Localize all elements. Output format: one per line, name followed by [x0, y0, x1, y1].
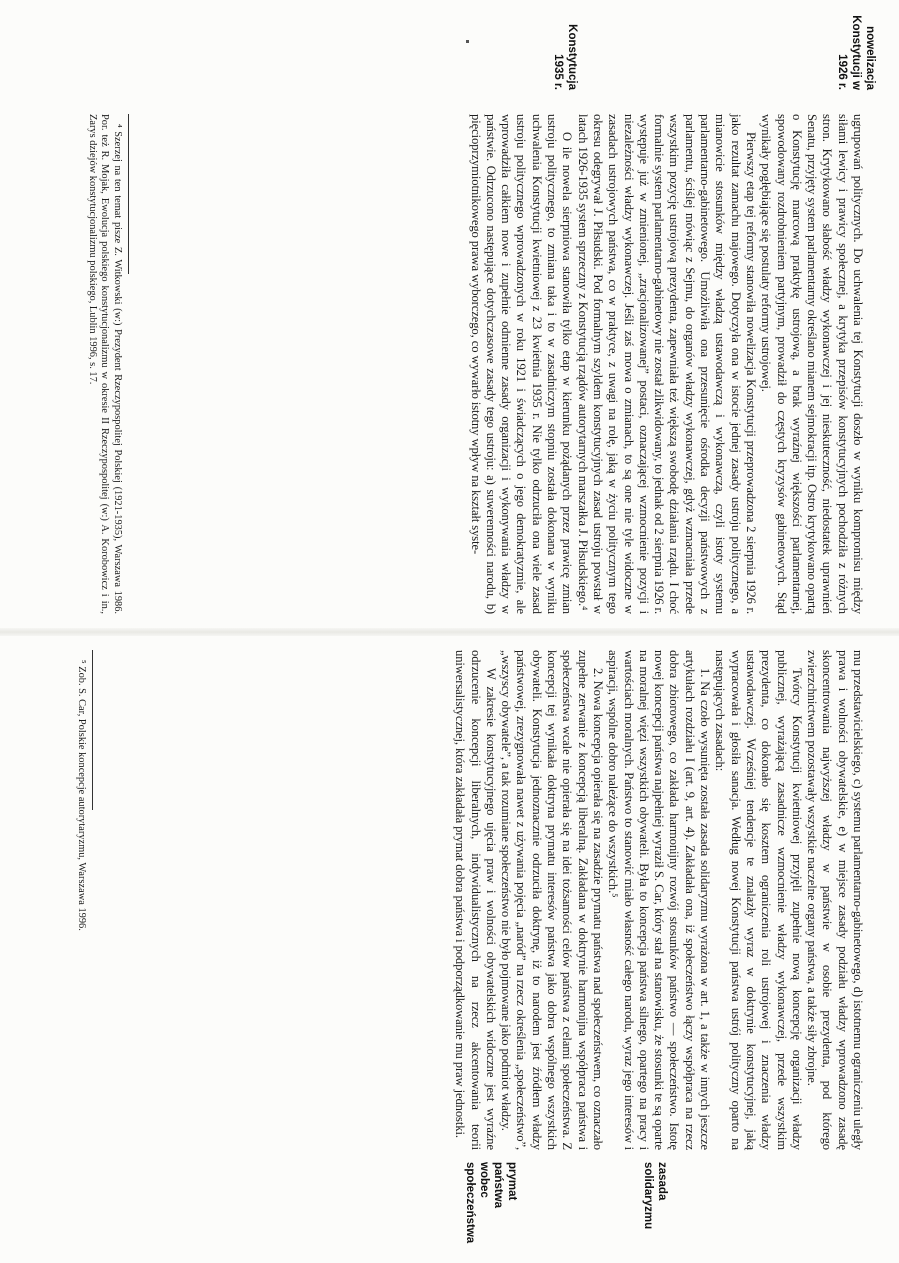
margin-note-zasada: zasada solidaryzmu [642, 1162, 668, 1230]
left-footnotes [85, 114, 123, 614]
paragraph: 1. Na czoło wysunięta została zasada solidaryzmu wyrażona w art. 1, a także w innych jeszcze artykułach rozdziału I (art. 9, art. 4). Zakładała ona, iż społeczeństwo łączy współpraca na rzecz dobra zbiorowego, co zakłada harmonijny rozwój stosunków państwo — społeczeństwo. Istotę nowej koncepcji państwa najpełniej wyraził S. Car, który stał na stanowisku, że stosunki te są oparte na moralnej więzi wszystkich obywateli. Była to koncepcja państwa silnego, opartego na pracy i wartościach moralnych. Państwo to stanowić miało własność całego narodu, wyraz jego interesów i aspiracji, wspólne dobro należące do wszystkich.⁵ [606, 650, 713, 1150]
right-footnotes [74, 650, 87, 1150]
right-body-text [452, 650, 865, 1150]
paragraph: W zakresie konstytucyjnego ujęcia praw i wolności obywatelskich widoczne jest wyraźne odrzucenie koncepcji liberalnych, indywidualistycznych na rzecz akcentowania teorii uniwersalistycznej, która zakładała prymat dobra państwa i podporządkowanie mu praw jednostki. [453, 650, 498, 1150]
paragraph: 2. Nowa koncepcja opierała się na zasadzie prymatu państwa nad społeczeństwem, co oznaczało zupełne zerwanie z koncepcją liberalną. Zakładana w doktrynie harmonijna współpraca państwa i społeczeństwa wcale nie opierała się na idei tożsamości celów państwa z celami społeczeństwa. Z koncepcji tej wynikała doktryna prymatu interesów państwa jako dobra wspólnego wszystkich obywateli. Konstytucja jednoznacznie odrzuciła doktrynę, iż to narodem jest źródłem władzy państwowej, zrezygnowała nawet z używania pojęcia „naród” na rzecz określenia „społeczeństwo”, „wszyscy obywatele”, a tak rozumiane społeczeństwo nie było pojmowane jako podmiot władzy. [499, 650, 605, 1150]
right-page [0, 632, 899, 1263]
margin-note-konstytucja: Konstytucja 1935 r. [552, 24, 578, 90]
margin-note-prymat: prymat państwa wobec społeczeństwa [464, 1162, 518, 1244]
footnote-rule [92, 650, 93, 810]
left-page [0, 0, 899, 631]
footnote: ⁴ Szerzej na ten temat pisze Z. Witkowski (w:) Prezydent Rzeczypospolitej Polskiej (1921-1935), Warszawa 1986. Por. też R. Mojak, Ewolucja polskiego konstytucjonalizmu w okresie II Rzeczypospolitej (w:) A. Korobowicz i in., Zarys dziejów konstytucjonalizmu polskiego, Lublin 1996, s. 17. [86, 114, 123, 614]
footnote: ⁵ Zob. S. Car, Polskie koncepcje autorytaryzmu, Warszawa 1996. [76, 660, 87, 931]
margin-note-nowelizacja: nowelizacja Konstytucji w 1926 r. [836, 15, 876, 90]
left-body-text [467, 114, 865, 614]
paragraph: Pierwszy etap tej reformy stanowiła nowelizacja Konstytucji przeprowadzona 2 sierpnia 1926 r. jako rezultat zamachu majowego. Dotyczyła ona w istocie jednej zasady ustroju politycznego, a mianowicie stosunków między władzą ustawodawczą i wykonawczą, czyli istoty systemu parlamentarno-gabinetowego. Umożliwiła ona przesunięcie ośrodka decyzji państwowych z parlamentu, ściślej mówiąc z Sejmu, do organów władzy wykonawczej, gdyż wzmacniała przede wszystkim pozycję ustrojową prezydenta, zapewniała też większą swobodę działania rządu. I choć formalnie system parlamentarno-gabinetowy nie został zlikwidowany, to jednak od 2 sierpnia 1926 r. występuje już w zmienionej, „zracjonalizowanej” postaci, oznaczającej wzmocnienie pozycji i niezależności władzy wykonawczej. Jeśli zaś mowa o zmianach, to są one nie tyle widoczne w zasadach ustrojowych państwa, co w praktyce, z uwagi na rolę, jaką w życiu politycznym tego okresu odegrywał J. Piłsudski. Pod formalnym szyldem konstytucyjnych zasad ustroju powstał w latach 1926-1935 system sprzeczny z Konstytucją rządów autorytarnych marszałka J. Piłsudskiego.⁴ [575, 114, 758, 614]
footnote-rule [128, 114, 129, 274]
scan-speck [466, 40, 469, 43]
paragraph: O ile nowela sierpniowa stanowiła tylko etap w kierunku pożądanych przez prawicę zmian ustroju politycznego, to zmiana taka i to w zasadniczym stopniu została dokonana w wyniku uchwalenia Konstytucji kwietniowej z 23 kwietnia 1935 r. Nie tylko odrzuciła ona wiele zasad ustroju politycznego wprowadzonych w roku 1921 i świadczących o jego demokratyzmie, ale wprowadziła całkiem nowe i zupełnie odmienne zasady organizacji i wykonywania władzy w państwie. Odrzucono następujące dotychczasowe zasady tego ustroju: a) suwerenności narodu, b) pięcioprzymiotnikowego prawa wyborczego, co wywarło istotny wpływ na kształt syste- [468, 114, 575, 614]
paragraph: Twórcy Konstytucji kwietniowej przyjęli zupełnie nową koncepcję organizacji władzy publicznej, wyrażającą zasadnicze wzmocnienie władzy wykonawczej, przede wszystkim prezydenta, co dokonało się kosztem ograniczenia roli ustrojowej i znaczenia władzy ustawodawczej. Wcześniej tendencje te znalazły wyraz w doktrynie konstytucyjnej, jaką wypracowała i głosiła sanacja. Według nowej Konstytucji państwa ustrój polityczny oparto na następujących zasadach: [713, 650, 804, 1150]
paragraph: ugrupowań politycznych. Do uchwalenia tej Konstytucji doszło w wyniku kompromisu między siłami lewicy i prawicy społecznej, a krytyka przepisów konstytucyjnych pochodziła z różnych stron. Krytykowano słabość władzy wykonawczej i jej nieskuteczność, niedostatek uprawnień Senatu, przyjęty system parlamentarny określano mianem sejmokracji itp. Ostro krytykowano opartą o Konstytucję marcową praktykę ustrojową, a brak wyraźnej większości parlamentarnej, spowodowany rozdrobnieniem partyjnym, prowadził do częstych kryzysów gabinetowych. Stąd wynikały pogłębiające się postulaty reformy ustrojowej. [759, 114, 865, 614]
paragraph: mu przedstawicielskiego, c) systemu parlamentarno-gabinetowego, d) istotnemu ograniczeniu uległy prawa i wolności obywatelskie, e) w miejsce zasady podziału władzy wprowadzono zasadę skoncentrowania najwyższej władzy w państwie w osobie prezydenta, pod którego zwierzchnictwem pozostawały wszystkie naczelne organy państwa, a także siły zbrojne. [805, 650, 865, 1150]
